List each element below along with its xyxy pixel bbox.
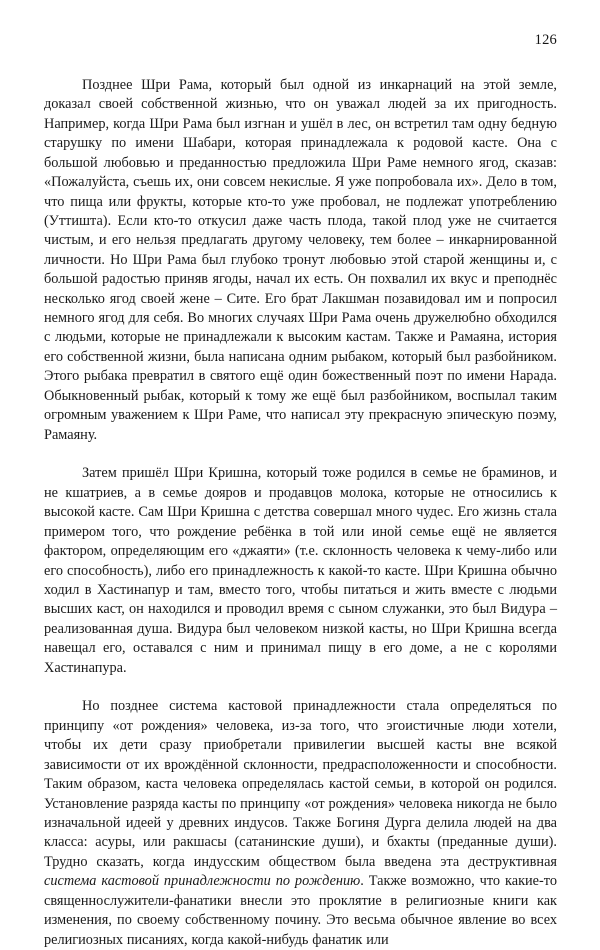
page-number: 126	[534, 32, 557, 48]
text-run-0: Но позднее система кастовой принадлежности стала определяться по принципу «от рождения» человека, из-за того, что эгоистичные люди хотели, чтобы их дети сразу приобретали привилегии высшей касты вне всякой зависимости от их врождённой склонности, предрасположенности и способности. Таким образом, каста человека определялась кастой семьи, в которой он родился. Установление разряда касты по принципу «от рождения» человека никогда не было изначальной идеей у древних индусов. Также Богиня Дурга делила людей на два класса: асуры, или ракшасы (сатанинские души), и бхакты (преданные души). Трудно сказать, когда индусским обществом была введена эта деструктивная	[44, 698, 557, 870]
emphasized-phrase: система кастовой принадлежности по рождению	[44, 873, 361, 890]
paragraph-1: Позднее Шри Рама, который был одной из инкарнаций на этой земле, доказал своей собственной жизнью, что он уважал людей за их пригодность. Например, когда Шри Рама был изгнан и ушёл в лес, он встретил там одну бедную старушку по имени Шабари, которая принадлежала к родовой касте. Она с большой любовью и преданностью предложила Шри Раме немного ягод, сказав: «Пожалуйста, съешь их, они совсем некислые. Я уже попробовала их». Дело в том, что пища или фрукты, которые кто-то уже пробовал, не подлежат употреблению (Уттишта). Если кто-то откусил даже часть плода, такой плод уже не считается чистым, и его нельзя предлагать другому человеку, тем более – инкарнированной личности. Но Шри Рама был глубоко тронут любовью этой старой женщины и, с большой радостью приняв ягоды, начал их есть. Он похвалил их вкус и преподнёс несколько ягод своей жене – Сите. Его брат Лакшман позавидовал им и попросил немного ягод для себя. Во многих случаях Шри Рама очень дружелюбно обходился с людьми, которые не принадлежали к высоким кастам. Также и Рамаяна, история его собственной жизни, была написана одним рыбаком, который был разбойником. Этого рыбака превратил в святого ещё один божественный поэт по имени Нарада. Обыкновенный рыбак, который к тому же ещё был разбойником, воспылал таким огромным уважением к Шри Раме, что написал эту прекрасную эпическую поэму, Рамаяну.	[44, 77, 557, 443]
text-run-2: . Также возможно, что какие-то священнослужители-фанатики внесли это проклятие в религиозные книги как изменения, по своему собственному почину. Это весьма обычное явление во всех религиозных писаниях, когда какой-нибудь фанатик или	[44, 873, 557, 948]
paragraph-3	[44, 697, 557, 949]
page-body-text	[44, 76, 557, 950]
paragraph-2: Затем пришёл Шри Кришна, который тоже родился в семье не браминов, и не кшатриев, а в семье дояров и продавцов молока, которые не относились к высокой касте. Сам Шри Кришна с детства совершал много чудес. Его жизнь стала примером того, что рождение ребёнка в той или иной семье ещё не является фактором, определяющим его «джаяти» (т.е. склонность человека к чему-либо или его способность), либо его принадлежность к какой-то касте. Шри Кришна обычно ходил в Хастинапур и там, вместо того, чтобы питаться и жить вместе с людьми высших каст, он находился и проводил время с сыном служанки, это был Видура – реализованная душа. Видура был человеком низкой касты, но Шри Кришна всегда навещал его, оставался с ним и принимал пищу в его доме, а не с королями Хастинапура.	[44, 465, 557, 676]
